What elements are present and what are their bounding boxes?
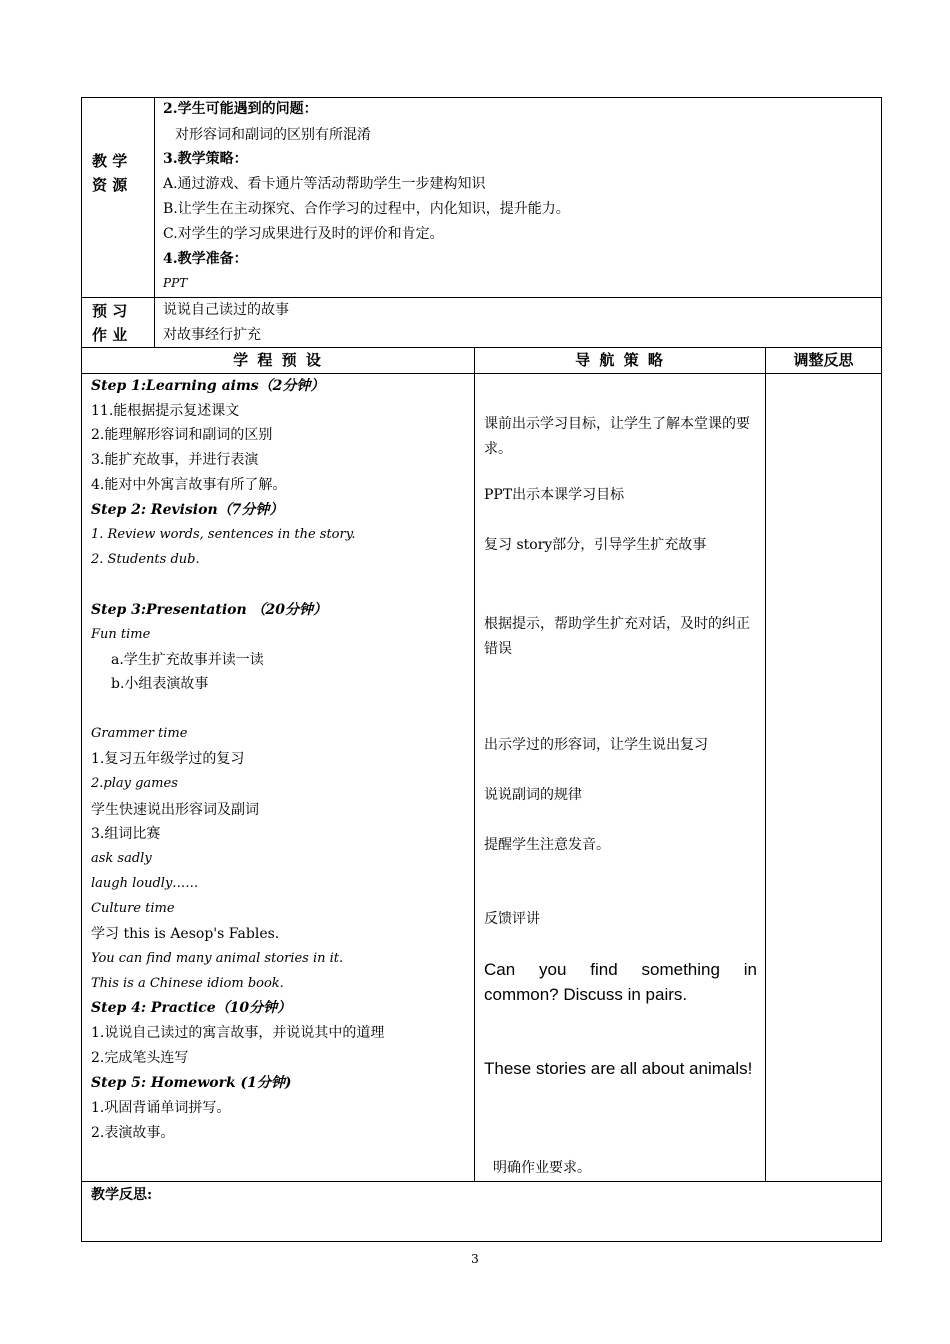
step3-title: Step 3:Presentation （20分钟） bbox=[91, 602, 328, 618]
resources-label-2: 资 源 bbox=[92, 176, 128, 194]
grammar-item-2b: 学生快速说出形容词及副词 bbox=[91, 802, 259, 818]
strategy-c: C.对学生的学习成果进行及时的评价和肯定。 bbox=[163, 226, 444, 242]
grammar-time: Grammer time bbox=[91, 726, 188, 741]
col-divider-2 bbox=[765, 347, 766, 1182]
step4-item-1: 1.说说自己读过的寓言故事，并说说其中的道理 bbox=[91, 1025, 385, 1041]
label-divider bbox=[154, 97, 155, 347]
step1-item-4: 4.能对中外寓言故事有所了解。 bbox=[91, 477, 287, 493]
strategy-note-7: 提醒学生注意发音。 bbox=[484, 837, 610, 853]
reflection-title: 教学反思: bbox=[91, 1187, 153, 1203]
strategy-note-3: 复习 story部分，引导学生扩充故事 bbox=[484, 537, 707, 553]
step1-title: Step 1:Learning aims（2分钟） bbox=[91, 378, 325, 394]
fun-item-b: b.小组表演故事 bbox=[111, 676, 209, 692]
strategy-b: B.让学生在主动探究、合作学习的过程中，内化知识，提升能力。 bbox=[163, 201, 570, 217]
step2-item-1: 1. Review words, sentences in the story. bbox=[91, 527, 356, 542]
problems-title: 2.学生可能遇到的问题： bbox=[163, 101, 318, 117]
preview-line-1: 说说自己读过的故事 bbox=[163, 302, 289, 318]
row-divider-1 bbox=[81, 297, 882, 298]
grammar-item-3b: laugh loudly…… bbox=[91, 876, 199, 891]
header-reflection: 调整反思 bbox=[793, 351, 854, 369]
culture-item-3: This is a Chinese idiom book. bbox=[91, 976, 284, 991]
preview-line-2: 对故事经行扩充 bbox=[163, 327, 261, 343]
table-border-right bbox=[881, 97, 882, 1242]
table-border-left bbox=[81, 97, 82, 1242]
strategy-note-10: These stories are all about animals! bbox=[484, 1059, 753, 1078]
step5-item-1: 1.巩固背诵单词拼写。 bbox=[91, 1100, 231, 1116]
strategy-note-2: PPT出示本课学习目标 bbox=[484, 487, 625, 503]
fun-time: Fun time bbox=[91, 627, 151, 642]
resources-label-1: 教 学 bbox=[92, 152, 128, 170]
grammar-item-1: 1.复习五年级学过的复习 bbox=[91, 751, 245, 767]
strategy-note-8: 反馈评讲 bbox=[484, 911, 540, 927]
step1-item-1: 11.能根据提示复述课文 bbox=[91, 403, 240, 419]
step2-title: Step 2: Revision（7分钟） bbox=[91, 502, 284, 518]
strategy-a: A.通过游戏、看卡通片等活动帮助学生一步建构知识 bbox=[163, 176, 486, 192]
step4-title: Step 4: Practice（10分钟） bbox=[91, 1000, 292, 1016]
strategy-note-4: 根据提示，帮助学生扩充对话，及时的纠正错误 bbox=[484, 616, 750, 657]
strategy-note-9: Can you find something in common? Discuss in pairs. bbox=[484, 960, 757, 1004]
col-divider-1 bbox=[474, 347, 475, 1182]
header-strategy: 导 航 策 略 bbox=[575, 351, 665, 369]
table-border-bottom bbox=[81, 1241, 882, 1242]
step1-item-3: 3.能扩充故事，并进行表演 bbox=[91, 452, 259, 468]
culture-time: Culture time bbox=[91, 901, 175, 916]
step5-title: Step 5: Homework (1分钟) bbox=[91, 1075, 292, 1091]
fun-item-a: a.学生扩充故事并读一读 bbox=[111, 652, 264, 668]
grammar-item-3: 3.组词比赛 bbox=[91, 826, 161, 842]
table-border-top bbox=[81, 97, 882, 98]
prep-title: 4.教学准备： bbox=[163, 251, 248, 267]
step1-item-2: 2.能理解形容词和副词的区别 bbox=[91, 427, 273, 443]
strategy-note-6: 说说副词的规律 bbox=[484, 787, 582, 803]
prep-text: PPT bbox=[163, 276, 188, 290]
preview-label-1: 预 习 bbox=[92, 302, 128, 320]
page-number: 3 bbox=[471, 1252, 479, 1266]
grammar-item-3a: ask sadly bbox=[91, 851, 152, 866]
culture-item-1: 学习 this is Aesop's Fables. bbox=[91, 926, 280, 942]
culture-item-2: You can find many animal stories in it. bbox=[91, 951, 344, 966]
strategy-title: 3.教学策略： bbox=[163, 151, 248, 167]
strategy-note-11: 明确作业要求。 bbox=[493, 1160, 591, 1176]
problems-text: 对形容词和副词的区别有所混淆 bbox=[175, 127, 371, 143]
strategy-note-5: 出示学过的形容词，让学生说出复习 bbox=[484, 737, 708, 753]
row-divider-3 bbox=[81, 373, 882, 374]
strategy-note-1: 课前出示学习目标，让学生了解本堂课的要求。 bbox=[484, 416, 750, 457]
step5-item-2: 2.表演故事。 bbox=[91, 1125, 175, 1141]
header-process: 学 程 预 设 bbox=[233, 351, 323, 369]
row-divider-2 bbox=[81, 347, 882, 348]
grammar-item-2: 2.play games bbox=[91, 776, 178, 791]
step2-item-2: 2. Students dub. bbox=[91, 552, 200, 567]
row-divider-4 bbox=[81, 1181, 882, 1182]
step4-item-2: 2.完成笔头连写 bbox=[91, 1050, 189, 1066]
preview-label-2: 作 业 bbox=[92, 326, 128, 344]
